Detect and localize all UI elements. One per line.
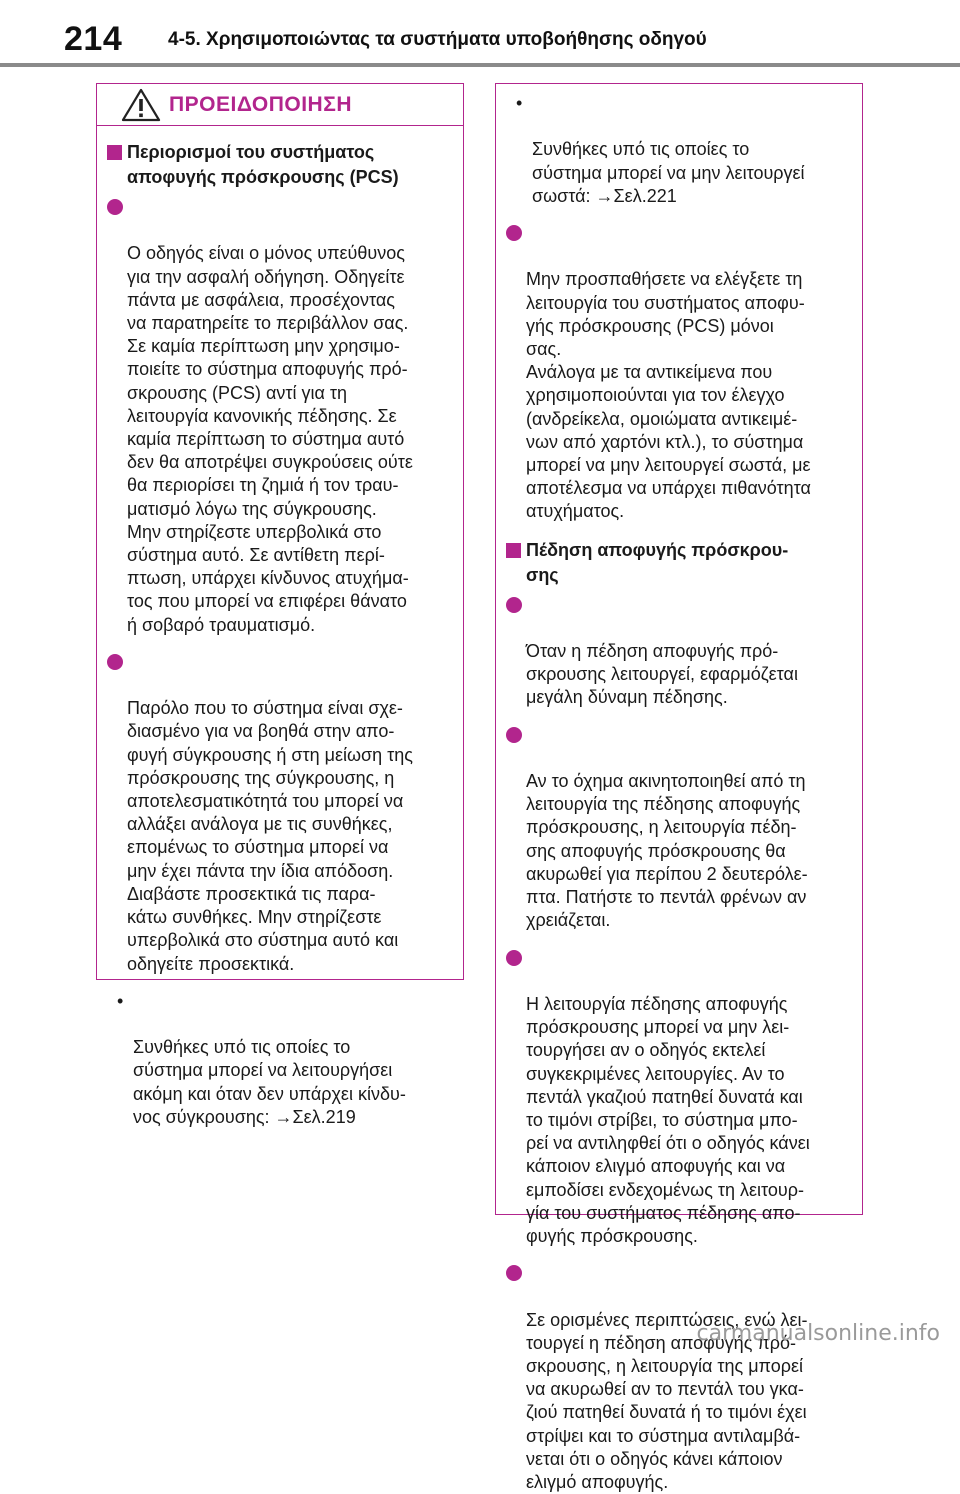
paragraph bbox=[506, 947, 848, 1249]
watermark: carmanualsonline.info bbox=[696, 1321, 940, 1346]
round-bullet-icon bbox=[506, 727, 522, 743]
warning-box-left bbox=[96, 83, 464, 1127]
round-bullet-icon bbox=[506, 597, 522, 613]
paragraph-text: Μην προσπαθήσετε να ελέγξετε τη λειτουργία του συστήματος αποφυ- γής πρόσκρουσης (PCS) μόνοι σας. Ανάλογα με τα αντικείμενα που χρησιμοποιούνται για τον έλεγχο (ανδρείκελα, ομοιώματα αντικειμέ- νων από χαρτόνι κτλ.), το σύστημα μπορεί να μην λειτουργεί σωστά, με αποτέλεσμα να υπάρχει πιθανότητα ατυχήματος. bbox=[526, 269, 811, 522]
paragraph-text: Αν το όχημα ακινητοποιηθεί από τη λειτουργία της πέδησης αποφυγής πρόσκρουσης, η λειτουργία πέδη- σης αποφυγής πρόσκρουσης θα ακυρωθεί για περίπου 2 δευτερόλε- πτα. Πατήστε το πεντάλ φρένων αν χρειάζεται. bbox=[526, 771, 808, 931]
bullet-icon: • bbox=[117, 990, 124, 1011]
warning-triangle-icon bbox=[121, 88, 161, 122]
paragraph-text: Η λειτουργία πέδησης αποφυγής πρόσκρουσης μπορεί να μην λει- τουργήσει αν ο οδηγός εκτελεί συγκεκριμένες λειτουργίες. Αν το πεντάλ γκαζιού πατηθεί δυνατά και το τιμόνι στρίβει, το σύστημα μπο- ρεί να αντιληφθεί ότι ο οδηγός κάνει κάποιον ελιγμό αποφυγής και να εμποδίσει ενδεχομένως τη λειτουρ- γία του συστήματος πέδησης απο- φυγής πρόσκρουσης. bbox=[526, 993, 810, 1246]
round-bullet-icon bbox=[506, 1265, 522, 1281]
paragraph-text: Όταν η πέδηση αποφυγής πρό- σκρουσης λειτουργεί, εφαρμόζεται μεγάλη δύναμη πέδησης. bbox=[526, 641, 798, 708]
paragraph-text: Σε ορισμένες περιπτώσεις, ενώ λει- τουργεί η πέδηση αποφυγής πρό- σκρουσης, η λειτουργία της μπορεί να ακυρωθεί αν το πεντάλ του γκα- ζιού πατηθεί δυνατά ή το τιμόνι έχει στρίψει και το σύστημα αντιλαμβά- νεται ότι ο οδηγός κάνει κάποιον ελιγμό αποφυγής. bbox=[526, 1309, 808, 1492]
round-bullet-icon bbox=[506, 950, 522, 966]
warning-header bbox=[97, 84, 463, 126]
section-title: 4-5. Χρησιμοποιώντας τα συστήματα υποβοήθησης οδηγού bbox=[168, 29, 707, 50]
paragraph bbox=[107, 651, 449, 976]
subheading-pcs-limits bbox=[107, 140, 449, 190]
paragraph-text: Παρόλο που το σύστημα είναι σχε- διασμένο για να βοηθά στην απο- φυγή σύγκρουσης ή στη μείωση της πρόσκρουσης της σύγκρουσης, η αποτελεσματικότητά του μπορεί να αλλάξει ανάλογα με τις συνθήκες, επομένως το σύστημα μπορεί να μην έχει πάντα την ίδια απόδοση. Διαβάστε προσεκτικά τις παρα- κάτω συνθήκες. Μην στηρίζεστε υπερβολικά στο σύστημα αυτό και οδηγείτε προσεκτικά. bbox=[127, 698, 413, 974]
page-number: 214 bbox=[64, 20, 123, 58]
subheading-avoidance-braking bbox=[506, 538, 848, 588]
paragraph bbox=[506, 724, 848, 933]
round-bullet-icon bbox=[107, 654, 123, 670]
bullet-icon: • bbox=[516, 93, 523, 113]
list-item bbox=[506, 92, 848, 208]
paragraph bbox=[506, 1262, 848, 1494]
paragraph bbox=[506, 222, 848, 524]
paragraph-text: Ο οδηγός είναι ο μόνος υπεύθυνος για την ασφαλή οδήγηση. Οδηγείτε πάντα με ασφάλεια, προσέχοντας να παρατηρείτε το περιβάλλον σας. Σε καμία περίπτωση μην χρησιμο- ποιείτε το σύστημα αποφυγής πρό- σκρουσης (PCS) αντί για τη λειτουργία κανονικής πέδησης. Σε καμία περίπτωση το σύστημα αυτό δεν θα αποτρέψει συγκρούσεις ούτε θα περιορίσει τη ζημιά ή τον τραυ- ματισμό λόγω της σύγκρουσης. Μην στηρίζεστε υπερβολικά στο σύστημα αυτό. Σε αντίθετη περί- πτωση, υπάρχει κίνδυνος ατυχήμα- τος που μπορεί να επιφέρει θάνατο ή σοβαρό τραυματισμό. bbox=[127, 243, 413, 635]
list-item-text: Συνθήκες υπό τις οποίες το σύστημα μπορεί να λειτουργήσει ακόμη και όταν δεν υπάρχει κίνδυ- νος σύγκρουσης: →Σελ.219 bbox=[133, 1037, 406, 1127]
square-bullet-icon bbox=[506, 543, 521, 558]
warning-body-left bbox=[97, 126, 463, 1129]
warning-title: ΠΡΟΕΙΔΟΠΟΙΗΣΗ bbox=[169, 93, 352, 116]
warning-body-right bbox=[496, 84, 862, 1494]
list-item bbox=[107, 990, 449, 1129]
page-header bbox=[0, 0, 960, 70]
paragraph bbox=[107, 196, 449, 637]
list-item-text: Συνθήκες υπό τις οποίες το σύστημα μπορεί να μην λειτουργεί σωστά: →Σελ.221 bbox=[532, 139, 805, 206]
header-divider bbox=[0, 63, 960, 67]
heading-text: Πέδηση αποφυγής πρόσκρου- σης bbox=[526, 539, 789, 585]
paragraph bbox=[506, 594, 848, 710]
round-bullet-icon bbox=[107, 199, 123, 215]
heading-text: Περιορισμοί του συστήματος αποφυγής πρόσκρουσης (PCS) bbox=[127, 142, 399, 187]
square-bullet-icon bbox=[107, 145, 122, 160]
round-bullet-icon bbox=[506, 225, 522, 241]
